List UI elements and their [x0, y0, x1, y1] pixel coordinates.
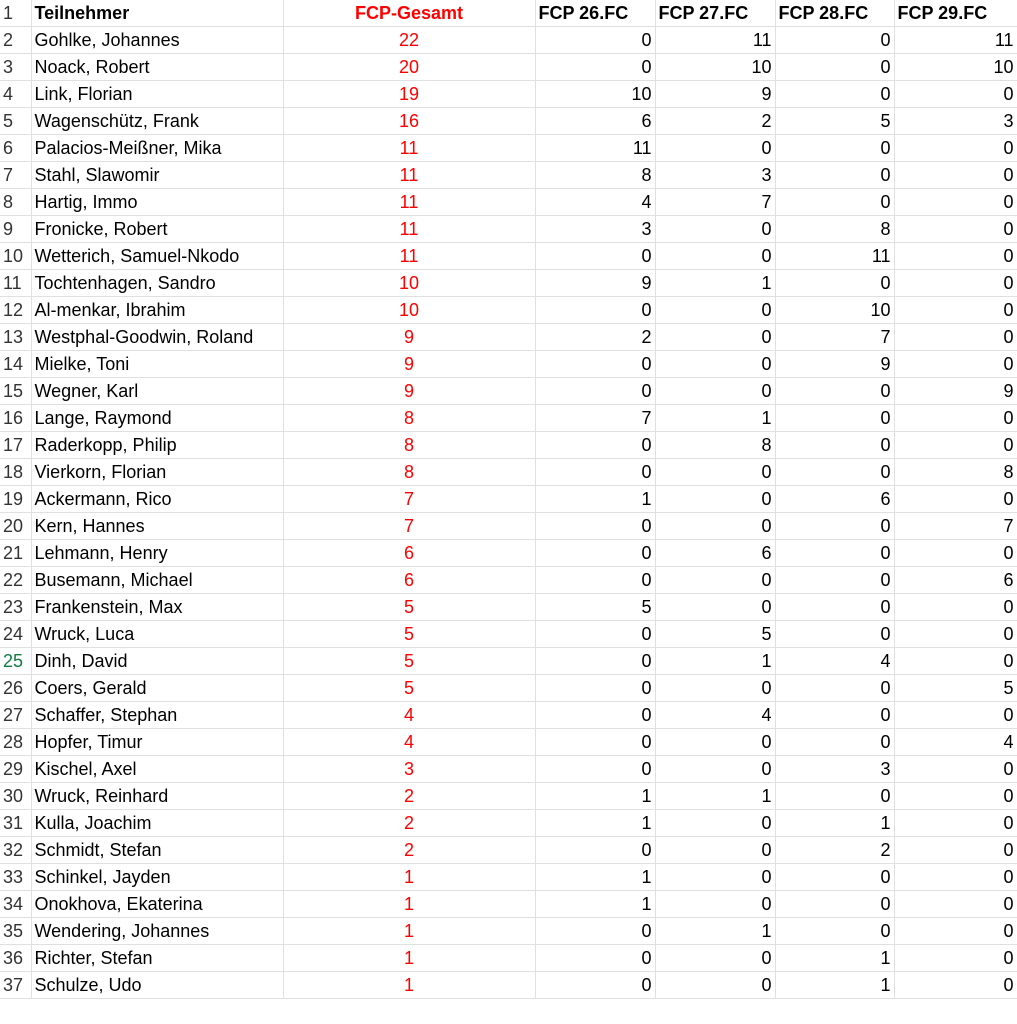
total-points-cell[interactable]: 9 [283, 351, 535, 378]
participant-name-cell[interactable]: Wagenschütz, Frank [31, 108, 283, 135]
fcp-28-cell[interactable]: 6 [775, 486, 894, 513]
row-number[interactable]: 20 [0, 513, 31, 540]
fcp-28-cell[interactable]: 0 [775, 891, 894, 918]
row-number[interactable]: 25 [0, 648, 31, 675]
participant-name-cell[interactable]: Wruck, Luca [31, 621, 283, 648]
fcp-26-cell[interactable]: 0 [535, 243, 655, 270]
fcp-28-cell[interactable]: 0 [775, 162, 894, 189]
fcp-28-cell[interactable]: 0 [775, 540, 894, 567]
table-row [0, 297, 1017, 324]
fcp-27-cell[interactable]: 0 [655, 351, 775, 378]
fcp-29-cell[interactable]: 8 [894, 459, 1017, 486]
header-fcp-28[interactable]: FCP 28.FC [775, 0, 894, 27]
fcp-29-cell[interactable]: 0 [894, 405, 1017, 432]
fcp-27-cell[interactable]: 2 [655, 108, 775, 135]
fcp-28-cell[interactable]: 0 [775, 405, 894, 432]
table-row [0, 108, 1017, 135]
participant-name-cell[interactable]: Schinkel, Jayden [31, 864, 283, 891]
total-points-cell[interactable]: 11 [283, 216, 535, 243]
participant-name-cell[interactable]: Schulze, Udo [31, 972, 283, 999]
fcp-27-cell[interactable]: 0 [655, 378, 775, 405]
fcp-28-cell[interactable]: 0 [775, 135, 894, 162]
row-number[interactable]: 28 [0, 729, 31, 756]
table-row [0, 594, 1017, 621]
fcp-29-cell[interactable]: 0 [894, 324, 1017, 351]
fcp-27-cell[interactable]: 0 [655, 837, 775, 864]
table-row [0, 432, 1017, 459]
fcp-27-cell[interactable]: 0 [655, 297, 775, 324]
table-row [0, 567, 1017, 594]
fcp-26-cell[interactable]: 0 [535, 729, 655, 756]
participant-name-cell[interactable]: Gohlke, Johannes [31, 27, 283, 54]
participant-name-cell[interactable]: Kischel, Axel [31, 756, 283, 783]
participant-name-cell[interactable]: Frankenstein, Max [31, 594, 283, 621]
table-row [0, 675, 1017, 702]
fcp-26-cell[interactable]: 0 [535, 297, 655, 324]
fcp-28-cell[interactable]: 11 [775, 243, 894, 270]
fcp-28-cell[interactable]: 9 [775, 351, 894, 378]
fcp-28-cell[interactable]: 0 [775, 783, 894, 810]
fcp-26-cell[interactable]: 4 [535, 189, 655, 216]
fcp-26-cell[interactable]: 0 [535, 918, 655, 945]
header-participant[interactable]: Teilnehmer [31, 0, 283, 27]
row-number[interactable]: 21 [0, 540, 31, 567]
fcp-29-cell[interactable]: 0 [894, 270, 1017, 297]
fcp-26-cell[interactable]: 8 [535, 162, 655, 189]
fcp-27-cell[interactable]: 6 [655, 540, 775, 567]
total-points-cell[interactable]: 2 [283, 837, 535, 864]
table-row [0, 162, 1017, 189]
row-number[interactable]: 24 [0, 621, 31, 648]
fcp-26-cell[interactable]: 0 [535, 837, 655, 864]
row-number[interactable]: 19 [0, 486, 31, 513]
table-row [0, 324, 1017, 351]
table-row [0, 918, 1017, 945]
participant-name-cell[interactable]: Noack, Robert [31, 54, 283, 81]
fcp-26-cell[interactable]: 0 [535, 54, 655, 81]
total-points-cell[interactable]: 8 [283, 432, 535, 459]
row-number[interactable]: 11 [0, 270, 31, 297]
table-row [0, 702, 1017, 729]
participant-name-cell[interactable]: Wetterich, Samuel-Nkodo [31, 243, 283, 270]
header-row [0, 0, 1017, 27]
fcp-26-cell[interactable]: 0 [535, 567, 655, 594]
fcp-26-cell[interactable]: 0 [535, 540, 655, 567]
table-row [0, 864, 1017, 891]
fcp-26-cell[interactable]: 0 [535, 972, 655, 999]
participant-name-cell[interactable]: Wruck, Reinhard [31, 783, 283, 810]
fcp-26-cell[interactable]: 1 [535, 891, 655, 918]
fcp-29-cell[interactable]: 0 [894, 216, 1017, 243]
total-points-cell[interactable]: 11 [283, 135, 535, 162]
fcp-28-cell[interactable]: 0 [775, 918, 894, 945]
fcp-27-cell[interactable]: 9 [655, 81, 775, 108]
fcp-26-cell[interactable]: 0 [535, 378, 655, 405]
row-number[interactable]: 14 [0, 351, 31, 378]
table-row [0, 216, 1017, 243]
fcp-29-cell[interactable]: 0 [894, 297, 1017, 324]
fcp-26-cell[interactable]: 0 [535, 621, 655, 648]
fcp-27-cell[interactable]: 0 [655, 459, 775, 486]
fcp-28-cell[interactable]: 0 [775, 270, 894, 297]
total-points-cell[interactable]: 2 [283, 810, 535, 837]
row-number[interactable]: 26 [0, 675, 31, 702]
participant-name-cell[interactable]: Wegner, Karl [31, 378, 283, 405]
table-row [0, 270, 1017, 297]
fcp-29-cell[interactable]: 0 [894, 945, 1017, 972]
fcp-28-cell[interactable]: 0 [775, 864, 894, 891]
fcp-29-cell[interactable]: 0 [894, 162, 1017, 189]
total-points-cell[interactable]: 1 [283, 864, 535, 891]
row-number[interactable]: 31 [0, 810, 31, 837]
total-points-cell[interactable]: 19 [283, 81, 535, 108]
participant-name-cell[interactable]: Vierkorn, Florian [31, 459, 283, 486]
fcp-29-cell[interactable]: 3 [894, 108, 1017, 135]
table-row [0, 810, 1017, 837]
fcp-29-cell[interactable]: 0 [894, 810, 1017, 837]
fcp-27-cell[interactable]: 1 [655, 918, 775, 945]
table-row [0, 81, 1017, 108]
fcp-27-cell[interactable]: 0 [655, 567, 775, 594]
participant-name-cell[interactable]: Stahl, Slawomir [31, 162, 283, 189]
total-points-cell[interactable]: 8 [283, 459, 535, 486]
row-number[interactable]: 6 [0, 135, 31, 162]
table-row [0, 459, 1017, 486]
total-points-cell[interactable]: 11 [283, 162, 535, 189]
fcp-26-cell[interactable]: 11 [535, 135, 655, 162]
fcp-28-cell[interactable]: 0 [775, 729, 894, 756]
participant-name-cell[interactable]: Hopfer, Timur [31, 729, 283, 756]
fcp-26-cell[interactable]: 10 [535, 81, 655, 108]
table-row [0, 351, 1017, 378]
fcp-29-cell[interactable]: 0 [894, 243, 1017, 270]
table-row [0, 513, 1017, 540]
fcp-29-cell[interactable]: 0 [894, 783, 1017, 810]
fcp-27-cell[interactable]: 0 [655, 486, 775, 513]
fcp-28-cell[interactable]: 0 [775, 27, 894, 54]
row-number[interactable]: 4 [0, 81, 31, 108]
fcp-26-cell[interactable]: 2 [535, 324, 655, 351]
fcp-29-cell[interactable]: 4 [894, 729, 1017, 756]
fcp-26-cell[interactable]: 0 [535, 945, 655, 972]
row-number[interactable]: 10 [0, 243, 31, 270]
fcp-26-cell[interactable]: 0 [535, 432, 655, 459]
fcp-28-cell[interactable]: 7 [775, 324, 894, 351]
participant-name-cell[interactable]: Richter, Stefan [31, 945, 283, 972]
fcp-27-cell[interactable]: 1 [655, 648, 775, 675]
fcp-26-cell[interactable]: 1 [535, 810, 655, 837]
fcp-28-cell[interactable]: 0 [775, 621, 894, 648]
total-points-cell[interactable]: 4 [283, 729, 535, 756]
fcp-27-cell[interactable]: 0 [655, 135, 775, 162]
header-fcp-27[interactable]: FCP 27.FC [655, 0, 775, 27]
fcp-27-cell[interactable]: 0 [655, 513, 775, 540]
row-number[interactable]: 2 [0, 27, 31, 54]
table-row [0, 621, 1017, 648]
total-points-cell[interactable]: 9 [283, 324, 535, 351]
fcp-28-cell[interactable]: 0 [775, 432, 894, 459]
total-points-cell[interactable]: 1 [283, 891, 535, 918]
fcp-29-cell[interactable]: 0 [894, 81, 1017, 108]
total-points-cell[interactable]: 5 [283, 648, 535, 675]
fcp-29-cell[interactable]: 0 [894, 702, 1017, 729]
total-points-cell[interactable]: 11 [283, 189, 535, 216]
participant-name-cell[interactable]: Palacios-Meißner, Mika [31, 135, 283, 162]
total-points-cell[interactable]: 11 [283, 243, 535, 270]
participant-name-cell[interactable]: Mielke, Toni [31, 351, 283, 378]
row-number[interactable]: 37 [0, 972, 31, 999]
fcp-29-cell[interactable]: 9 [894, 378, 1017, 405]
fcp-26-cell[interactable]: 9 [535, 270, 655, 297]
total-points-cell[interactable]: 9 [283, 378, 535, 405]
participant-name-cell[interactable]: Lange, Raymond [31, 405, 283, 432]
total-points-cell[interactable]: 6 [283, 567, 535, 594]
total-points-cell[interactable]: 5 [283, 675, 535, 702]
fcp-28-cell[interactable]: 5 [775, 108, 894, 135]
fcp-28-cell[interactable]: 1 [775, 945, 894, 972]
fcp-29-cell[interactable]: 0 [894, 189, 1017, 216]
participant-name-cell[interactable]: Dinh, David [31, 648, 283, 675]
fcp-27-cell[interactable]: 3 [655, 162, 775, 189]
fcp-29-cell[interactable]: 0 [894, 891, 1017, 918]
table-row [0, 729, 1017, 756]
fcp-29-cell[interactable]: 0 [894, 135, 1017, 162]
total-points-cell[interactable]: 8 [283, 405, 535, 432]
fcp-27-cell[interactable]: 0 [655, 756, 775, 783]
fcp-26-cell[interactable]: 7 [535, 405, 655, 432]
fcp-29-cell[interactable]: 0 [894, 918, 1017, 945]
table-row [0, 540, 1017, 567]
row-number[interactable]: 30 [0, 783, 31, 810]
total-points-cell[interactable]: 7 [283, 513, 535, 540]
fcp-29-cell[interactable]: 0 [894, 972, 1017, 999]
fcp-29-cell[interactable]: 0 [894, 594, 1017, 621]
total-points-cell[interactable]: 2 [283, 783, 535, 810]
fcp-26-cell[interactable]: 0 [535, 459, 655, 486]
fcp-29-cell[interactable]: 0 [894, 837, 1017, 864]
table-row [0, 783, 1017, 810]
participant-name-cell[interactable]: Link, Florian [31, 81, 283, 108]
row-number[interactable]: 27 [0, 702, 31, 729]
table-row [0, 972, 1017, 999]
table-row [0, 189, 1017, 216]
row-number[interactable]: 16 [0, 405, 31, 432]
fcp-27-cell[interactable]: 0 [655, 864, 775, 891]
participant-name-cell[interactable]: Raderkopp, Philip [31, 432, 283, 459]
participant-name-cell[interactable]: Kulla, Joachim [31, 810, 283, 837]
fcp-27-cell[interactable]: 0 [655, 324, 775, 351]
total-points-cell[interactable]: 10 [283, 270, 535, 297]
row-number[interactable]: 23 [0, 594, 31, 621]
row-number[interactable]: 13 [0, 324, 31, 351]
fcp-29-cell[interactable]: 7 [894, 513, 1017, 540]
table-row [0, 378, 1017, 405]
fcp-27-cell[interactable]: 0 [655, 729, 775, 756]
fcp-26-cell[interactable]: 0 [535, 675, 655, 702]
header-total[interactable]: FCP-Gesamt [283, 0, 535, 27]
fcp-27-cell[interactable]: 1 [655, 783, 775, 810]
total-points-cell[interactable]: 5 [283, 594, 535, 621]
fcp-26-cell[interactable]: 1 [535, 486, 655, 513]
fcp-27-cell[interactable]: 0 [655, 972, 775, 999]
row-number[interactable]: 17 [0, 432, 31, 459]
fcp-26-cell[interactable]: 0 [535, 513, 655, 540]
fcp-28-cell[interactable]: 3 [775, 756, 894, 783]
participant-name-cell[interactable]: Lehmann, Henry [31, 540, 283, 567]
header-fcp-26[interactable]: FCP 26.FC [535, 0, 655, 27]
fcp-26-cell[interactable]: 0 [535, 351, 655, 378]
fcp-29-cell[interactable]: 0 [894, 756, 1017, 783]
table-row [0, 27, 1017, 54]
fcp-28-cell[interactable]: 0 [775, 378, 894, 405]
total-points-cell[interactable]: 16 [283, 108, 535, 135]
participant-name-cell[interactable]: Westphal-Goodwin, Roland [31, 324, 283, 351]
row-number[interactable]: 1 [0, 0, 31, 27]
total-points-cell[interactable]: 6 [283, 540, 535, 567]
table-row [0, 756, 1017, 783]
fcp-28-cell[interactable]: 8 [775, 216, 894, 243]
fcp-29-cell[interactable]: 0 [894, 486, 1017, 513]
fcp-29-cell[interactable]: 6 [894, 567, 1017, 594]
fcp-28-cell[interactable]: 0 [775, 189, 894, 216]
table-row [0, 405, 1017, 432]
total-points-cell[interactable]: 1 [283, 972, 535, 999]
fcp-29-cell[interactable]: 5 [894, 675, 1017, 702]
row-number[interactable]: 8 [0, 189, 31, 216]
participant-name-cell[interactable]: Coers, Gerald [31, 675, 283, 702]
row-number[interactable]: 9 [0, 216, 31, 243]
fcp-26-cell[interactable]: 3 [535, 216, 655, 243]
fcp-27-cell[interactable]: 5 [655, 621, 775, 648]
fcp-27-cell[interactable]: 7 [655, 189, 775, 216]
participant-name-cell[interactable]: Ackermann, Rico [31, 486, 283, 513]
total-points-cell[interactable]: 5 [283, 621, 535, 648]
fcp-27-cell[interactable]: 10 [655, 54, 775, 81]
fcp-26-cell[interactable]: 5 [535, 594, 655, 621]
fcp-29-cell[interactable]: 0 [894, 432, 1017, 459]
fcp-27-cell[interactable]: 0 [655, 594, 775, 621]
fcp-29-cell[interactable]: 0 [894, 351, 1017, 378]
participant-name-cell[interactable]: Schmidt, Stefan [31, 837, 283, 864]
total-points-cell[interactable]: 22 [283, 27, 535, 54]
table-row [0, 648, 1017, 675]
table-row [0, 54, 1017, 81]
fcp-28-cell[interactable]: 0 [775, 567, 894, 594]
fcp-27-cell[interactable]: 0 [655, 243, 775, 270]
fcp-28-cell[interactable]: 0 [775, 81, 894, 108]
fcp-27-cell[interactable]: 4 [655, 702, 775, 729]
fcp-28-cell[interactable]: 0 [775, 702, 894, 729]
fcp-26-cell[interactable]: 0 [535, 27, 655, 54]
fcp-27-cell[interactable]: 0 [655, 810, 775, 837]
fcp-26-cell[interactable]: 0 [535, 756, 655, 783]
fcp-28-cell[interactable]: 0 [775, 594, 894, 621]
total-points-cell[interactable]: 20 [283, 54, 535, 81]
table-row [0, 837, 1017, 864]
fcp-29-cell[interactable]: 0 [894, 648, 1017, 675]
fcp-27-cell[interactable]: 0 [655, 945, 775, 972]
fcp-28-cell[interactable]: 0 [775, 54, 894, 81]
table-row [0, 945, 1017, 972]
row-number[interactable]: 29 [0, 756, 31, 783]
total-points-cell[interactable]: 1 [283, 945, 535, 972]
fcp-26-cell[interactable]: 1 [535, 783, 655, 810]
fcp-28-cell[interactable]: 4 [775, 648, 894, 675]
fcp-26-cell[interactable]: 1 [535, 864, 655, 891]
fcp-28-cell[interactable]: 0 [775, 459, 894, 486]
fcp-28-cell[interactable]: 0 [775, 675, 894, 702]
header-fcp-29[interactable]: FCP 29.FC [894, 0, 1017, 27]
row-number[interactable]: 12 [0, 297, 31, 324]
total-points-cell[interactable]: 10 [283, 297, 535, 324]
fcp-27-cell[interactable]: 0 [655, 891, 775, 918]
fcp-28-cell[interactable]: 0 [775, 513, 894, 540]
table-row [0, 891, 1017, 918]
row-number[interactable]: 3 [0, 54, 31, 81]
fcp-27-cell[interactable]: 1 [655, 405, 775, 432]
fcp-29-cell[interactable]: 10 [894, 54, 1017, 81]
fcp-28-cell[interactable]: 2 [775, 837, 894, 864]
participant-name-cell[interactable]: Wendering, Johannes [31, 918, 283, 945]
fcp-27-cell[interactable]: 0 [655, 675, 775, 702]
participant-name-cell[interactable]: Tochtenhagen, Sandro [31, 270, 283, 297]
row-number[interactable]: 36 [0, 945, 31, 972]
participant-name-cell[interactable]: Kern, Hannes [31, 513, 283, 540]
fcp-27-cell[interactable]: 8 [655, 432, 775, 459]
fcp-29-cell[interactable]: 0 [894, 540, 1017, 567]
row-number[interactable]: 35 [0, 918, 31, 945]
row-number[interactable]: 7 [0, 162, 31, 189]
row-number[interactable]: 32 [0, 837, 31, 864]
fcp-29-cell[interactable]: 0 [894, 864, 1017, 891]
row-number[interactable]: 18 [0, 459, 31, 486]
fcp-29-cell[interactable]: 0 [894, 621, 1017, 648]
table-row [0, 486, 1017, 513]
total-points-cell[interactable]: 4 [283, 702, 535, 729]
total-points-cell[interactable]: 3 [283, 756, 535, 783]
participant-name-cell[interactable]: Fronicke, Robert [31, 216, 283, 243]
row-number[interactable]: 5 [0, 108, 31, 135]
participant-name-cell[interactable]: Schaffer, Stephan [31, 702, 283, 729]
fcp-28-cell[interactable]: 1 [775, 972, 894, 999]
table-row [0, 243, 1017, 270]
fcp-26-cell[interactable]: 0 [535, 648, 655, 675]
fcp-27-cell[interactable]: 0 [655, 216, 775, 243]
fcp-28-cell[interactable]: 1 [775, 810, 894, 837]
row-number[interactable]: 15 [0, 378, 31, 405]
fcp-29-cell[interactable]: 11 [894, 27, 1017, 54]
participant-name-cell[interactable]: Onokhova, Ekaterina [31, 891, 283, 918]
fcp-28-cell[interactable]: 10 [775, 297, 894, 324]
fcp-27-cell[interactable]: 1 [655, 270, 775, 297]
row-number[interactable]: 22 [0, 567, 31, 594]
fcp-26-cell[interactable]: 0 [535, 702, 655, 729]
total-points-cell[interactable]: 1 [283, 918, 535, 945]
participant-name-cell[interactable]: Hartig, Immo [31, 189, 283, 216]
row-number[interactable]: 33 [0, 864, 31, 891]
participant-name-cell[interactable]: Al-menkar, Ibrahim [31, 297, 283, 324]
table-row [0, 135, 1017, 162]
fcp-27-cell[interactable]: 11 [655, 27, 775, 54]
participant-name-cell[interactable]: Busemann, Michael [31, 567, 283, 594]
fcp-26-cell[interactable]: 6 [535, 108, 655, 135]
row-number[interactable]: 34 [0, 891, 31, 918]
total-points-cell[interactable]: 7 [283, 486, 535, 513]
